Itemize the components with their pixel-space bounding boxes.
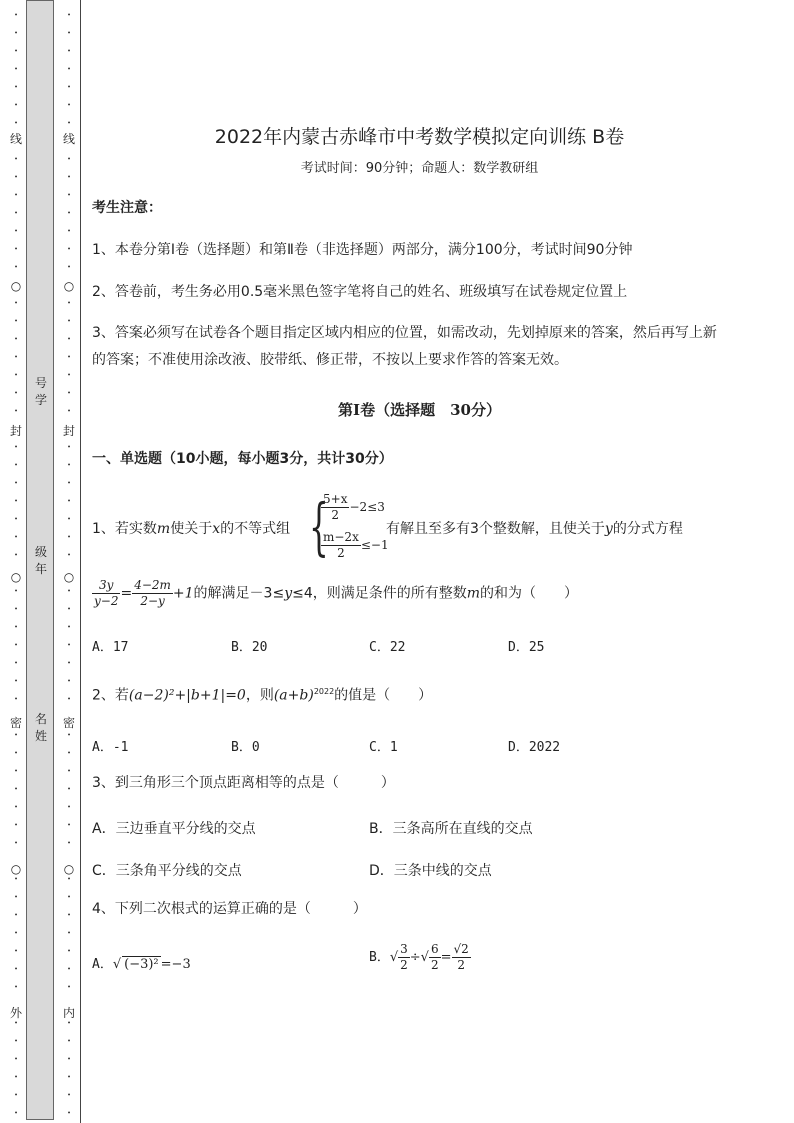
binding-margin [0,0,84,1123]
binding-dot: • [14,1092,18,1099]
binding-dot: • [67,264,71,271]
binding-dot: • [14,696,18,703]
binding-dot: • [67,678,71,685]
binding-dot: • [14,552,18,559]
q4-option-a: A．√ (−3)² =−3 [92,957,191,972]
binding-dot: • [14,498,18,505]
binding-dot: • [14,462,18,469]
binding-dot: • [14,84,18,91]
binding-dot: • [67,516,71,523]
binding-marker: ○ [10,862,22,876]
binding-dot: • [14,948,18,955]
question-1-line-1: 1、若实数m使关于x的不等式组 [92,521,291,537]
binding-dot: • [14,804,18,811]
binding-dot: • [67,84,71,91]
q2-option-b: B．0 [231,740,260,755]
binding-dot: • [67,30,71,37]
binding-dot: • [67,354,71,361]
binding-dot: • [14,894,18,901]
binding-dot: • [14,732,18,739]
binding-dot: • [14,264,18,271]
binding-dot: • [67,624,71,631]
notice-item-2: 2、答卷前，考生务必用0.5毫米黑色签字笔将自己的姓名、班级填写在试卷规定位置上 [92,284,628,300]
binding-dot: • [67,768,71,775]
binding-dot: • [14,102,18,109]
binding-dot: • [67,174,71,181]
binding-dot: • [67,210,71,217]
field-student-id: 号 学 [34,376,47,407]
binding-dot: • [67,606,71,613]
binding-marker: ○ [63,279,75,293]
binding-dot: • [14,174,18,181]
binding-dot: • [14,642,18,649]
question-1-line-1-cont: 有解且至多有3个整数解，且使关于y的分式方程 [386,521,683,537]
binding-dot: • [14,12,18,19]
binding-marker: 外 [9,1006,22,1020]
binding-dot: • [67,318,71,325]
binding-marker: 封 [9,424,22,438]
binding-dot: • [14,768,18,775]
binding-dot: • [67,948,71,955]
question-2: 2、若(a−2)²+|b+1|=0，则$(a+b)^{2022}$的值是（ ） [92,687,433,704]
binding-dot: • [67,660,71,667]
binding-marker: 密 [62,716,75,730]
binding-dot: • [67,984,71,991]
binding-dot: • [67,750,71,757]
part-heading: 一、单选题（10小题，每小题3分，共计30分） [92,451,393,467]
question-1-line-2: $\frac{3y}{y-2}$ = $\frac{4-2m}{2-y}$ +1的解满足－3≤y≤4，则满足条件的所有整数m的和为（ ） [94,578,579,608]
binding-dot: • [14,876,18,883]
binding-dot: • [14,966,18,973]
notice-item-3-line-2: 的答案；不准使用涂改液、胶带纸、修正带，不按以上要求作答的答案无效。 [92,352,568,368]
binding-dot: • [67,102,71,109]
student-info-band [26,0,54,1120]
binding-dot: • [14,372,18,379]
binding-dot: • [14,786,18,793]
binding-dot: • [14,624,18,631]
q1-option-d: D．25 [508,640,545,655]
inequality-system: { $\frac{5+x}{2}$ −2≤3 $\frac{m-2x}{2}$ ≤−1 [309,490,389,563]
binding-dot: • [14,30,18,37]
binding-dot: • [67,912,71,919]
binding-dot: • [67,876,71,883]
outer-dotted-line [6,0,26,1123]
binding-dot: • [67,66,71,73]
section-title: 第I卷（选择题 30分） [338,401,501,419]
binding-dot: • [14,48,18,55]
binding-dot: • [14,246,18,253]
question-3: 3、到三角形三个顶点距离相等的点是（ ） [92,775,395,791]
binding-dot: • [14,750,18,757]
binding-dot: • [14,1020,18,1027]
binding-dot: • [14,822,18,829]
binding-dot: • [14,120,18,127]
binding-dot: • [67,120,71,127]
binding-marker: 线 [62,132,75,146]
binding-dot: • [67,1038,71,1045]
binding-dot: • [67,840,71,847]
q3-option-a: A．三边垂直平分线的交点 [92,821,256,837]
binding-dot: • [67,408,71,415]
binding-dot: • [14,516,18,523]
q3-option-d: D．三条中线的交点 [369,863,492,879]
binding-dot: • [14,66,18,73]
field-grade: 级 年 [34,545,47,576]
binding-dot: • [67,1056,71,1063]
binding-dot: • [14,1110,18,1117]
binding-dot: • [67,588,71,595]
exam-title: 2022年内蒙古赤峰市中考数学模拟定向训练 B卷 [214,126,625,148]
binding-dot: • [67,390,71,397]
inner-dotted-line [59,0,79,1123]
binding-dot: • [14,840,18,847]
binding-dot: • [14,210,18,217]
binding-marker: ○ [63,570,75,584]
binding-dot: • [67,336,71,343]
q1-option-b: B．20 [231,640,268,655]
binding-marker: 密 [9,716,22,730]
binding-dot: • [67,228,71,235]
question-4: 4、下列二次根式的运算正确的是（ ） [92,901,367,917]
binding-marker: 封 [62,424,75,438]
binding-dot: • [67,1020,71,1027]
binding-dot: • [67,804,71,811]
binding-dot: • [14,336,18,343]
q2-option-c: C．1 [369,740,398,755]
binding-dot: • [14,1074,18,1081]
binding-dot: • [67,192,71,199]
binding-marker: 内 [62,1006,75,1020]
binding-dot: • [67,48,71,55]
binding-dot: • [14,912,18,919]
binding-dot: • [67,696,71,703]
binding-dot: • [14,228,18,235]
q1-option-a: A．17 [92,640,129,655]
binding-dot: • [14,1056,18,1063]
binding-dot: • [14,192,18,199]
binding-dot: • [67,462,71,469]
binding-dot: • [14,606,18,613]
binding-dot: • [67,300,71,307]
binding-dot: • [67,156,71,163]
exam-subtitle: 考试时间：90分钟；命题人：数学教研组 [300,161,539,176]
binding-dot: • [67,1074,71,1081]
binding-dot: • [67,480,71,487]
binding-dot: • [67,1110,71,1117]
q1-option-c: C．22 [369,640,406,655]
binding-dot: • [14,480,18,487]
binding-dot: • [14,300,18,307]
field-name: 名 姓 [34,712,47,743]
notice-heading: 考生注意： [92,200,162,216]
notice-item-3-line-1: 3、答案必须写在试卷各个题目指定区域内相应的位置，如需改动，先划掉原来的答案，然后再写上新 [92,325,717,341]
binding-dot: • [14,354,18,361]
q2-option-d: D．2022 [508,740,561,755]
binding-dot: • [14,678,18,685]
binding-dot: • [14,660,18,667]
binding-dot: • [14,390,18,397]
binding-dot: • [67,372,71,379]
binding-dot: • [67,642,71,649]
q4-option-b: B．√ $\frac{3}{2}$ ÷√ $\frac{6}{2}$ = $\frac{√2}{2}$ [369,942,469,972]
binding-dot: • [67,552,71,559]
notice-item-1: 1、本卷分第I卷（选择题）和第Ⅱ卷（非选择题）两部分，满分100分，考试时间90分钟 [92,242,633,258]
binding-dot: • [14,984,18,991]
binding-dot: • [67,534,71,541]
binding-dot: • [14,318,18,325]
binding-dot: • [14,534,18,541]
q3-option-c: C．三条角平分线的交点 [92,863,242,879]
binding-dot: • [67,12,71,19]
binding-dot: • [67,732,71,739]
binding-dot: • [67,966,71,973]
binding-dot: • [67,444,71,451]
binding-dot: • [14,156,18,163]
q3-option-b: B．三条高所在直线的交点 [369,821,533,837]
binding-dot: • [67,822,71,829]
q2-option-a: A．-1 [92,740,129,755]
binding-marker: ○ [63,862,75,876]
binding-dot: • [14,444,18,451]
binding-marker: ○ [10,570,22,584]
margin-divider [80,0,81,1123]
binding-dot: • [67,930,71,937]
binding-dot: • [67,786,71,793]
binding-marker: ○ [10,279,22,293]
binding-dot: • [67,1092,71,1099]
binding-dot: • [14,930,18,937]
binding-dot: • [14,408,18,415]
binding-dot: • [14,1038,18,1045]
binding-dot: • [67,498,71,505]
binding-marker: 线 [9,132,22,146]
binding-dot: • [67,246,71,253]
binding-dot: • [14,588,18,595]
binding-dot: • [67,894,71,901]
